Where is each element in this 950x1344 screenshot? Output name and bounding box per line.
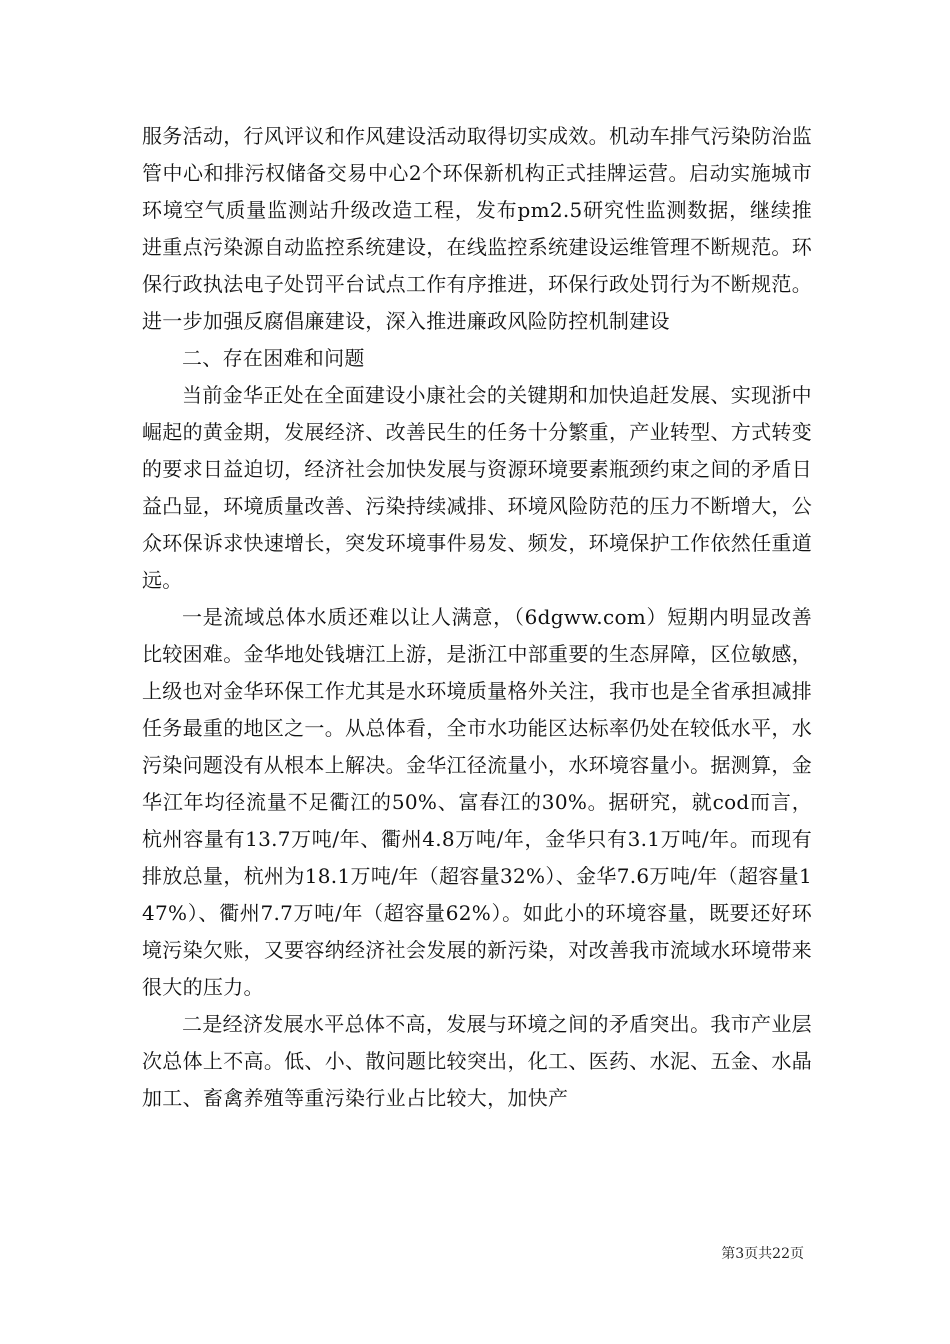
paragraph-continuation: 服务活动，行风评议和作风建设活动取得切实成效。机动车排气污染防治监管中心和排污权储备交易中心2个环保新机构正式挂牌运营。启动实施城市环境空气质量监测站升级改造工程，发布pm2.5研究性监测数据，继续推进重点污染源自动监控系统建设，在线监控系统建设运维管理不断规范。环保行政执法电子处罚平台试点工作有序推进，环保行政处罚行为不断规范。进一步加强反腐倡廉建设，深入推进廉政风险防控机制建设 bbox=[142, 124, 812, 333]
section-heading: 二、存在困难和问题 bbox=[182, 346, 365, 370]
document-body bbox=[142, 118, 812, 1117]
page-number: 第3页共22页 bbox=[721, 1246, 804, 1262]
paragraph-overview: 当前金华正处在全面建设小康社会的关键期和加快追赶发展、实现浙中崛起的黄金期，发展经济、改善民生的任务十分繁重，产业转型、方式转变的要求日益迫切，经济社会加快发展与资源环境要素瓶颈约束之间的矛盾日益凸显，环境质量改善、污染持续减排、环境风险防范的压力不断增大，公众环保诉求快速增长，突发环境事件易发、频发，环境保护工作依然任重道远。 bbox=[142, 383, 812, 592]
paragraph-economy: 二是经济发展水平总体不高，发展与环境之间的矛盾突出。我市产业层次总体上不高。低、小、散问题比较突出，化工、医药、水泥、五金、水晶加工、畜禽养殖等重污染行业占比较大，加快产 bbox=[142, 1012, 812, 1110]
paragraph-water-quality: 一是流域总体水质还难以让人满意，（6dgww.com）短期内明显改善比较困难。金华地处钱塘江上游，是浙江中部重要的生态屏障，区位敏感，上级也对金华环保工作尤其是水环境质量格外关注，我市也是全省承担减排任务最重的地区之一。从总体看，全市水功能区达标率仍处在较低水平，水污染问题没有从根本上解决。金华江径流量小，水环境容量小。据测算，金华江年均径流量不足衢江的50%、富春江的30%。据研究，就cod而言，杭州容量有13.7万吨/年、衢州4.8万吨/年，金华只有3.1万吨/年。而现有排放总量，杭州为18.1万吨/年（超容量32%）、金华7.6万吨/年（超容量147%）、衢州7.7万吨/年（超容量62%）。如此小的环境容量，既要还好环境污染欠账，又要容纳经济社会发展的新污染，对改善我市流域水环境带来很大的压力。 bbox=[142, 605, 812, 999]
